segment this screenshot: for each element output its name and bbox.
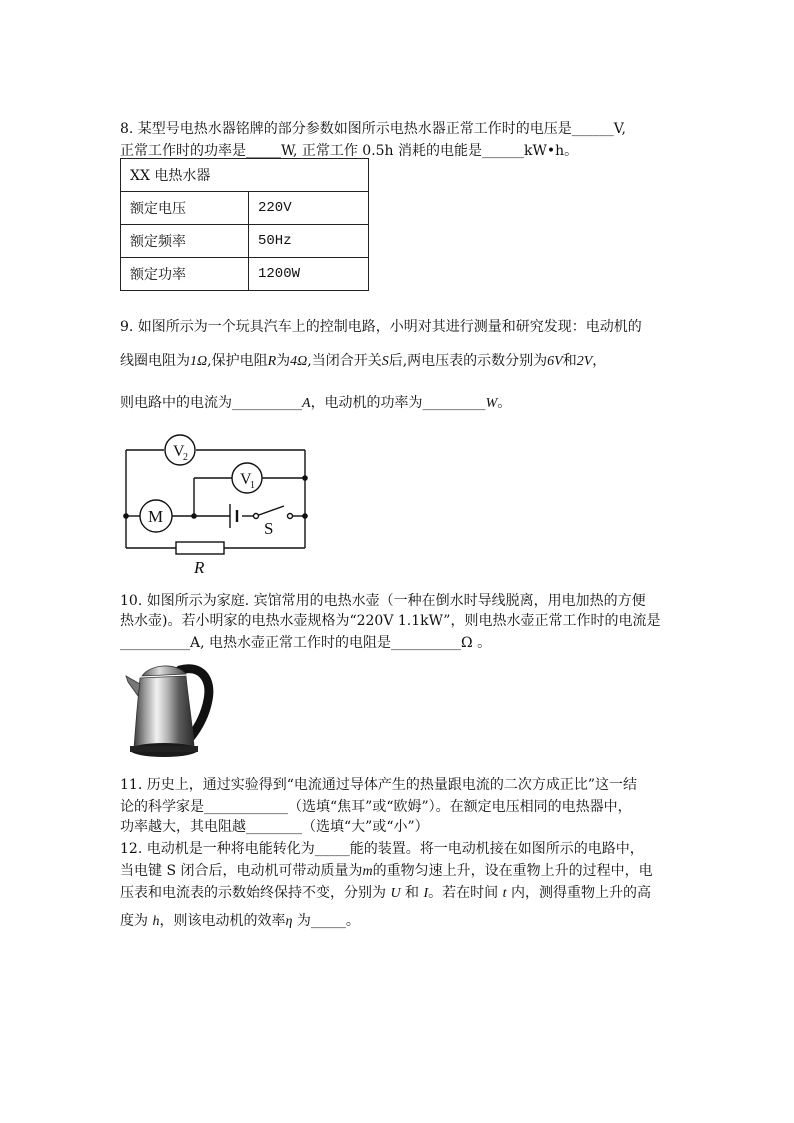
math-symbol: A (302, 396, 311, 411)
math-symbol: S (381, 354, 389, 369)
resistor-label: R (194, 558, 205, 577)
table-cell: 额定频率 (121, 225, 249, 258)
q10-line1: 10. 如图所示为家庭. 宾馆常用的电热水壶（一种在倒水时导线脱离，用电加热的方便 (120, 593, 646, 609)
math-symbol: R (267, 354, 277, 369)
junction-dot (123, 513, 129, 519)
table-cell: 50Hz (249, 225, 369, 258)
kettle-image (122, 654, 214, 760)
q9-line1: 9. 如图所示为一个玩具汽车上的控制电路，小明对其进行测量和研究发现：电动机的 (120, 319, 642, 335)
q11-line1: 11. 历史上，通过实验得到“电流通过导体产生的热量跟电流的二次方成正比”这一结 (120, 777, 638, 793)
q12-line1: 12. 电动机是一种将电能转化为_____能的装置。将一电动机接在如图所示的电路中， (120, 841, 644, 857)
junction-dot (302, 475, 308, 481)
v1-label: V (240, 471, 252, 488)
table-cell: 额定功率 (121, 258, 249, 291)
math-symbol: t (502, 886, 507, 901)
q10-line3: __________A, 电热水壶正常工作时的电阻是__________Ω 。 (120, 635, 492, 651)
table-title: XX 电热水器 (121, 159, 369, 192)
text: 度为 (120, 913, 153, 929)
text: 内，测得重物上升的高 (506, 885, 651, 901)
kettle-body (134, 676, 194, 748)
switch-pivot (254, 514, 259, 519)
text: 和 (400, 885, 424, 901)
text: ，则该电动机的效率 (159, 913, 286, 929)
switch-blade (256, 506, 284, 516)
junction-dot (302, 513, 308, 519)
motor-label: M (148, 507, 164, 526)
math-symbol: W (485, 396, 498, 411)
text: 为_____。 (292, 913, 360, 929)
kettle-base-ring (130, 746, 198, 752)
math-symbol: I (423, 886, 429, 901)
q12-line4 (120, 912, 360, 931)
v2-label: V (173, 443, 185, 460)
text: 则电路中的电流为__________ (120, 395, 302, 411)
q11-line3: 功率越大，其电阻越________（选填“大”或“小”） (120, 819, 429, 835)
text: 的重物匀速上升，设在重物上升的过程中，电 (372, 863, 653, 879)
text: 。 (497, 395, 512, 411)
text: ，电动机的功率为_________ (310, 395, 486, 411)
q12-line3 (120, 884, 651, 903)
text: 压表和电流表的示数始终保持不变，分别为 (120, 885, 391, 901)
table-row (121, 225, 369, 258)
math-symbol: U (390, 886, 401, 901)
q8-line2: 正常工作时的功率是_____W, 正常工作 0.5h 消耗的电能是______kW•h。 (120, 143, 579, 159)
table-cell: 1200W (249, 258, 369, 291)
math-value: 2V (576, 354, 593, 369)
math-symbol: η (285, 914, 293, 929)
table-cell: 额定电压 (121, 192, 249, 225)
junction-dot (191, 513, 197, 519)
text: 。若在时间 (428, 885, 503, 901)
math-symbol: m (362, 864, 373, 879)
math-symbol: h (152, 914, 160, 929)
kettle-spout (126, 676, 140, 696)
spec-table (120, 158, 369, 291)
math-value: 1Ω (190, 354, 208, 369)
q9-line2 (120, 352, 606, 371)
text: ， (592, 353, 607, 369)
v1-subscript: 1 (250, 480, 255, 491)
text: ,保护电阻 (207, 353, 268, 369)
circuit-diagram (110, 430, 320, 580)
math-value: 6V (547, 354, 563, 369)
switch-contact (288, 514, 293, 519)
text: 为 (276, 353, 291, 369)
table-row (121, 159, 369, 192)
q10-line2: 热水壶)。若小明家的电热水壶规格为“220V 1.1kW”，则电热水壶正常工作时的电流是 (120, 613, 661, 629)
table-row (121, 192, 369, 225)
q8-line1: 8. 某型号电热水器铭牌的部分参数如图所示电热水器正常工作时的电压是______V, (120, 121, 626, 137)
text: 当电键 S 闭合后，电动机可带动质量为 (120, 863, 363, 879)
text: 线圈电阻为 (120, 353, 190, 369)
math-value: 4Ω (290, 354, 308, 369)
q11-line2: 论的科学家是____________（选填“焦耳”或“欧姆”）。在额定电压相同的电热器中， (120, 799, 632, 815)
resistor (176, 542, 224, 554)
text: 后,两电压表的示数分别为 (388, 353, 548, 369)
table-cell: 220V (249, 192, 369, 225)
table-row (121, 258, 369, 291)
switch-label: S (264, 519, 274, 538)
v2-subscript: 2 (183, 452, 188, 463)
text: ,当闭合开关 (307, 353, 382, 369)
q9-line3 (120, 394, 511, 413)
text: 和 (562, 353, 577, 369)
q12-line2 (120, 862, 653, 881)
